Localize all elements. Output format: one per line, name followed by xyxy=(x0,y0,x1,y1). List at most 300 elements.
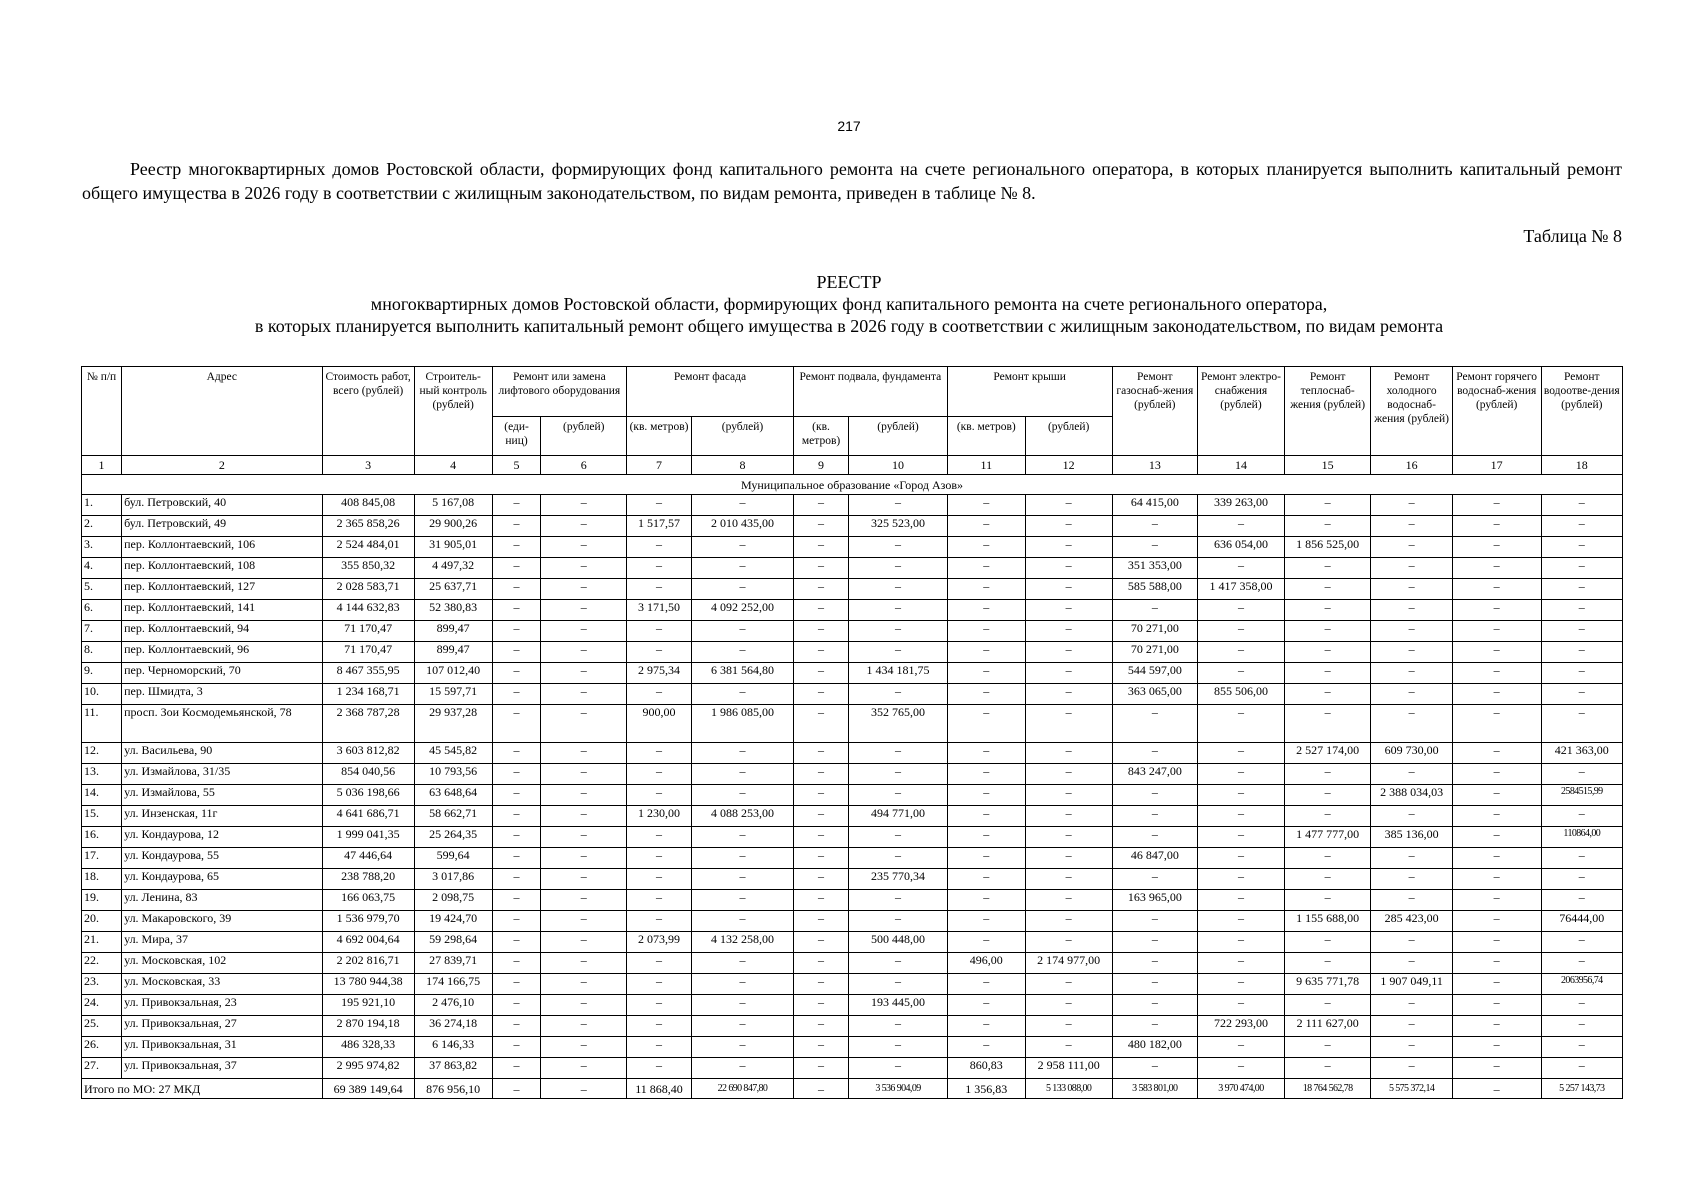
column-number: 10 xyxy=(849,456,948,475)
value-cell: 2 010 435,00 xyxy=(692,516,794,537)
table-row xyxy=(82,764,1623,785)
value-cell: – xyxy=(627,953,692,974)
address-cell: ул. Измайлова, 55 xyxy=(122,785,322,806)
value-cell: – xyxy=(692,1037,794,1058)
value-cell: 899,47 xyxy=(414,621,492,642)
value-cell: – xyxy=(1541,995,1622,1016)
value-cell: – xyxy=(1284,890,1371,911)
value-cell: – xyxy=(1198,911,1285,932)
row-number: 6. xyxy=(82,600,122,621)
table-row xyxy=(82,537,1623,558)
total-value-cell: 22 690 847,80 xyxy=(692,1079,794,1099)
address-cell: бул. Петровский, 40 xyxy=(122,495,322,516)
value-cell: – xyxy=(1112,911,1198,932)
value-cell: 63 648,64 xyxy=(414,785,492,806)
value-cell: 1 477 777,00 xyxy=(1284,827,1371,848)
value-cell: – xyxy=(1452,579,1541,600)
value-cell: – xyxy=(1541,663,1622,684)
value-cell: – xyxy=(692,764,794,785)
value-cell: 3 603 812,82 xyxy=(322,743,414,764)
value-cell: 1 434 181,75 xyxy=(849,663,948,684)
registry-title-line3: в которых планируется выполнить капитальный ремонт общего имущества в 2026 году в соответствии с жилищным законодательством, по видам ремонта xyxy=(254,316,1444,336)
row-number: 11. xyxy=(82,705,122,743)
value-cell: – xyxy=(947,495,1025,516)
value-cell: – xyxy=(492,995,541,1016)
value-cell: – xyxy=(541,1016,627,1037)
value-cell: 3 171,50 xyxy=(627,600,692,621)
address-cell: ул. Инзенская, 11г xyxy=(122,806,322,827)
row-number: 23. xyxy=(82,974,122,995)
total-value-cell: 3 970 474,00 xyxy=(1198,1079,1285,1099)
value-cell: – xyxy=(849,785,948,806)
value-cell: – xyxy=(692,890,794,911)
col-header-facade: Ремонт фасада xyxy=(627,367,794,417)
value-cell: – xyxy=(947,600,1025,621)
value-cell: 2 476,10 xyxy=(414,995,492,1016)
value-cell: 76444,00 xyxy=(1541,911,1622,932)
row-number: 15. xyxy=(82,806,122,827)
col-header-elevator: Ремонт или замена лифтового оборудования xyxy=(492,367,626,417)
row-number: 14. xyxy=(82,785,122,806)
value-cell: – xyxy=(1452,663,1541,684)
value-cell: – xyxy=(947,579,1025,600)
value-cell: – xyxy=(793,1016,848,1037)
value-cell: – xyxy=(1284,806,1371,827)
address-cell: ул. Кондаурова, 12 xyxy=(122,827,322,848)
value-cell: – xyxy=(793,1037,848,1058)
registry-title-line1: РЕЕСТР xyxy=(816,272,882,292)
table-row xyxy=(82,890,1623,911)
value-cell: – xyxy=(692,911,794,932)
value-cell: – xyxy=(1541,558,1622,579)
registry-title xyxy=(0,271,1698,337)
value-cell: – xyxy=(627,537,692,558)
value-cell: 1 986 085,00 xyxy=(692,705,794,743)
value-cell: 59 298,64 xyxy=(414,932,492,953)
value-cell: – xyxy=(1541,495,1622,516)
address-cell: ул. Васильева, 90 xyxy=(122,743,322,764)
value-cell: 544 597,00 xyxy=(1112,663,1198,684)
value-cell: – xyxy=(1025,827,1112,848)
value-cell: 900,00 xyxy=(627,705,692,743)
value-cell: – xyxy=(1198,1058,1285,1079)
value-cell: – xyxy=(1025,890,1112,911)
value-cell: – xyxy=(541,764,627,785)
value-cell: – xyxy=(492,827,541,848)
value-cell: – xyxy=(793,537,848,558)
value-cell: – xyxy=(1025,743,1112,764)
address-cell: ул. Кондаурова, 55 xyxy=(122,848,322,869)
value-cell: – xyxy=(692,827,794,848)
value-cell: 6 146,33 xyxy=(414,1037,492,1058)
value-cell: – xyxy=(1112,869,1198,890)
total-value-cell: – xyxy=(1452,1079,1541,1099)
value-cell: – xyxy=(1541,869,1622,890)
value-cell: 37 863,82 xyxy=(414,1058,492,1079)
value-cell: – xyxy=(492,705,541,743)
value-cell: – xyxy=(1025,1016,1112,1037)
value-cell: – xyxy=(947,806,1025,827)
value-cell: – xyxy=(1371,890,1452,911)
value-cell: – xyxy=(1541,932,1622,953)
value-cell: 4 641 686,71 xyxy=(322,806,414,827)
value-cell: – xyxy=(849,642,948,663)
table-row xyxy=(82,974,1623,995)
value-cell: 2 527 174,00 xyxy=(1284,743,1371,764)
value-cell: – xyxy=(1025,848,1112,869)
row-number: 1. xyxy=(82,495,122,516)
value-cell: – xyxy=(1541,890,1622,911)
total-row xyxy=(82,1079,1623,1099)
table-row xyxy=(82,495,1623,516)
table-row xyxy=(82,642,1623,663)
value-cell: 4 132 258,00 xyxy=(692,932,794,953)
address-cell: бул. Петровский, 49 xyxy=(122,516,322,537)
value-cell: – xyxy=(1541,600,1622,621)
value-cell: – xyxy=(849,743,948,764)
table-row xyxy=(82,1037,1623,1058)
value-cell: – xyxy=(692,743,794,764)
value-cell: – xyxy=(541,911,627,932)
value-cell: 352 765,00 xyxy=(849,705,948,743)
value-cell: 496,00 xyxy=(947,953,1025,974)
value-cell: – xyxy=(1452,806,1541,827)
value-cell: 71 170,47 xyxy=(322,621,414,642)
value-cell: – xyxy=(1371,558,1452,579)
value-cell: – xyxy=(1112,974,1198,995)
value-cell: – xyxy=(1371,537,1452,558)
value-cell: 855 506,00 xyxy=(1198,684,1285,705)
value-cell: – xyxy=(1198,827,1285,848)
column-number: 11 xyxy=(947,456,1025,475)
row-number: 7. xyxy=(82,621,122,642)
address-cell: пер. Коллонтаевский, 141 xyxy=(122,600,322,621)
value-cell: – xyxy=(492,953,541,974)
value-cell: 25 264,35 xyxy=(414,827,492,848)
value-cell: – xyxy=(1025,558,1112,579)
column-number: 5 xyxy=(492,456,541,475)
value-cell: – xyxy=(692,869,794,890)
value-cell: – xyxy=(947,642,1025,663)
value-cell: – xyxy=(541,495,627,516)
value-cell: – xyxy=(1112,932,1198,953)
value-cell: 2584515,99 xyxy=(1541,785,1622,806)
address-cell: ул. Мира, 37 xyxy=(122,932,322,953)
col-header-heat: Ремонт теплоснаб-жения (рублей) xyxy=(1284,367,1371,456)
value-cell: 843 247,00 xyxy=(1112,764,1198,785)
value-cell: – xyxy=(1371,684,1452,705)
total-value-cell: 3 536 904,09 xyxy=(849,1079,948,1099)
value-cell: – xyxy=(627,495,692,516)
value-cell: – xyxy=(692,495,794,516)
value-cell: 2 958 111,00 xyxy=(1025,1058,1112,1079)
table-row xyxy=(82,516,1623,537)
value-cell: – xyxy=(541,743,627,764)
value-cell: – xyxy=(793,827,848,848)
total-value-cell: 18 764 562,78 xyxy=(1284,1079,1371,1099)
value-cell: – xyxy=(1112,743,1198,764)
col-header-num: № п/п xyxy=(82,367,122,456)
value-cell: – xyxy=(1198,974,1285,995)
value-cell: – xyxy=(1025,764,1112,785)
value-cell: – xyxy=(849,911,948,932)
subheader-rub: (рублей) xyxy=(1025,417,1112,456)
column-number: 1 xyxy=(82,456,122,475)
value-cell: – xyxy=(492,911,541,932)
value-cell: – xyxy=(947,663,1025,684)
row-number: 13. xyxy=(82,764,122,785)
address-cell: ул. Привокзальная, 23 xyxy=(122,995,322,1016)
value-cell: – xyxy=(692,974,794,995)
value-cell: – xyxy=(492,642,541,663)
value-cell: 27 839,71 xyxy=(414,953,492,974)
value-cell: 174 166,75 xyxy=(414,974,492,995)
row-number: 9. xyxy=(82,663,122,684)
value-cell: – xyxy=(1452,516,1541,537)
value-cell: – xyxy=(1284,684,1371,705)
value-cell: 4 144 632,83 xyxy=(322,600,414,621)
value-cell: 2 995 974,82 xyxy=(322,1058,414,1079)
value-cell: 1 907 049,11 xyxy=(1371,974,1452,995)
value-cell: 2 098,75 xyxy=(414,890,492,911)
row-number: 22. xyxy=(82,953,122,974)
value-cell: 486 328,33 xyxy=(322,1037,414,1058)
value-cell: – xyxy=(793,764,848,785)
address-cell: пер. Коллонтаевский, 127 xyxy=(122,579,322,600)
value-cell: – xyxy=(541,579,627,600)
value-cell: – xyxy=(793,890,848,911)
value-cell: – xyxy=(1541,537,1622,558)
value-cell: – xyxy=(793,911,848,932)
total-value-cell: 3 583 801,00 xyxy=(1112,1079,1198,1099)
value-cell: – xyxy=(692,621,794,642)
value-cell: – xyxy=(849,848,948,869)
value-cell: – xyxy=(1541,705,1622,743)
col-header-cold-water: Ремонт холодного водоснаб-жения (рублей) xyxy=(1371,367,1452,456)
value-cell: – xyxy=(849,1016,948,1037)
value-cell: – xyxy=(1284,953,1371,974)
value-cell: – xyxy=(1112,827,1198,848)
row-number: 26. xyxy=(82,1037,122,1058)
value-cell: – xyxy=(692,579,794,600)
registry-body xyxy=(82,475,1623,1099)
value-cell: 52 380,83 xyxy=(414,600,492,621)
value-cell: – xyxy=(692,537,794,558)
value-cell: 609 730,00 xyxy=(1371,743,1452,764)
value-cell: – xyxy=(1284,663,1371,684)
subheader-rub: (рублей) xyxy=(541,417,627,456)
value-cell: – xyxy=(1371,764,1452,785)
col-header-total-cost: Стоимость работ, всего (рублей) xyxy=(322,367,414,456)
value-cell: 19 424,70 xyxy=(414,911,492,932)
value-cell: – xyxy=(793,495,848,516)
value-cell: 1 517,57 xyxy=(627,516,692,537)
value-cell: 1 536 979,70 xyxy=(322,911,414,932)
row-number: 8. xyxy=(82,642,122,663)
value-cell: – xyxy=(1198,953,1285,974)
value-cell: – xyxy=(692,1058,794,1079)
row-number: 10. xyxy=(82,684,122,705)
value-cell: – xyxy=(1541,642,1622,663)
table-row xyxy=(82,621,1623,642)
value-cell: – xyxy=(627,974,692,995)
address-cell: ул. Московская, 33 xyxy=(122,974,322,995)
value-cell: – xyxy=(947,621,1025,642)
value-cell: 45 545,82 xyxy=(414,743,492,764)
value-cell: – xyxy=(1452,558,1541,579)
value-cell: 2 975,34 xyxy=(627,663,692,684)
value-cell: – xyxy=(1198,621,1285,642)
value-cell: – xyxy=(627,579,692,600)
value-cell: – xyxy=(627,1037,692,1058)
value-cell: – xyxy=(947,995,1025,1016)
value-cell: – xyxy=(1371,621,1452,642)
value-cell: – xyxy=(947,911,1025,932)
row-number: 20. xyxy=(82,911,122,932)
value-cell: – xyxy=(1198,600,1285,621)
value-cell: – xyxy=(947,974,1025,995)
value-cell: – xyxy=(849,890,948,911)
row-number: 16. xyxy=(82,827,122,848)
value-cell: – xyxy=(793,974,848,995)
value-cell: – xyxy=(541,558,627,579)
value-cell: – xyxy=(1452,537,1541,558)
value-cell: – xyxy=(1284,621,1371,642)
value-cell: – xyxy=(849,537,948,558)
value-cell: – xyxy=(849,684,948,705)
value-cell: – xyxy=(849,495,948,516)
value-cell: – xyxy=(492,579,541,600)
total-value-cell: 1 356,83 xyxy=(947,1079,1025,1099)
value-cell: – xyxy=(793,516,848,537)
value-cell: – xyxy=(793,869,848,890)
value-cell: – xyxy=(1452,621,1541,642)
value-cell: – xyxy=(1198,995,1285,1016)
value-cell: 2 870 194,18 xyxy=(322,1016,414,1037)
section-title: Муниципальное образование «Город Азов» xyxy=(82,475,1623,495)
table-row xyxy=(82,869,1623,890)
subheader-sqm: (кв. метров) xyxy=(947,417,1025,456)
table-row xyxy=(82,932,1623,953)
value-cell: – xyxy=(849,953,948,974)
value-cell: – xyxy=(1284,516,1371,537)
value-cell: 70 271,00 xyxy=(1112,642,1198,663)
table-row xyxy=(82,558,1623,579)
value-cell: 3 017,86 xyxy=(414,869,492,890)
column-number: 8 xyxy=(692,456,794,475)
value-cell: – xyxy=(1025,495,1112,516)
value-cell: – xyxy=(1025,785,1112,806)
value-cell: 4 088 253,00 xyxy=(692,806,794,827)
value-cell: 2 368 787,28 xyxy=(322,705,414,743)
table-row xyxy=(82,785,1623,806)
value-cell: – xyxy=(1452,995,1541,1016)
value-cell: – xyxy=(1371,953,1452,974)
col-header-gas: Ремонт газоснаб-жения (рублей) xyxy=(1112,367,1198,456)
value-cell: – xyxy=(541,932,627,953)
value-cell: – xyxy=(1025,869,1112,890)
value-cell: – xyxy=(492,684,541,705)
value-cell: – xyxy=(793,848,848,869)
value-cell: – xyxy=(1371,1016,1452,1037)
value-cell: 899,47 xyxy=(414,642,492,663)
value-cell: – xyxy=(541,684,627,705)
value-cell: – xyxy=(849,827,948,848)
value-cell: 585 588,00 xyxy=(1112,579,1198,600)
value-cell: – xyxy=(947,764,1025,785)
value-cell: – xyxy=(1371,995,1452,1016)
value-cell: – xyxy=(793,932,848,953)
value-cell: – xyxy=(1452,705,1541,743)
value-cell: – xyxy=(1371,848,1452,869)
column-number: 12 xyxy=(1025,456,1112,475)
value-cell: 500 448,00 xyxy=(849,932,948,953)
column-number: 6 xyxy=(541,456,627,475)
value-cell: – xyxy=(793,806,848,827)
total-value-cell: 5 133 088,00 xyxy=(1025,1079,1112,1099)
value-cell: – xyxy=(1541,806,1622,827)
value-cell: 4 497,32 xyxy=(414,558,492,579)
registry-title-line2: многоквартирных домов Ростовской области, формирующих фонд капитального ремонта на счете регионального оператора, xyxy=(370,294,1328,314)
value-cell: 285 423,00 xyxy=(1371,911,1452,932)
table-row xyxy=(82,663,1623,684)
value-cell: – xyxy=(1371,663,1452,684)
value-cell: – xyxy=(492,516,541,537)
value-cell: – xyxy=(1452,848,1541,869)
value-cell: – xyxy=(1112,953,1198,974)
intro-paragraph: Реестр многоквартирных домов Ростовской области, формирующих фонд капитального ремонта на счете регионального оператора, в которых планируется выполнить капитальный ремонт общего имущества в 2026 году в соответствии с жилищным законодательством, по видам ремонта, приведен в таблице № 8. xyxy=(82,159,1622,203)
value-cell: 10 793,56 xyxy=(414,764,492,785)
value-cell: – xyxy=(1452,764,1541,785)
value-cell: 325 523,00 xyxy=(849,516,948,537)
value-cell: – xyxy=(692,558,794,579)
subheader-sqm: (кв. метров) xyxy=(793,417,848,456)
value-cell: – xyxy=(1284,495,1371,516)
col-header-basement: Ремонт подвала, фундамента xyxy=(793,367,947,417)
table-row xyxy=(82,600,1623,621)
value-cell: – xyxy=(1284,869,1371,890)
table-row xyxy=(82,1058,1623,1079)
address-cell: ул. Ленина, 83 xyxy=(122,890,322,911)
value-cell: – xyxy=(492,1037,541,1058)
value-cell: – xyxy=(849,764,948,785)
value-cell: 71 170,47 xyxy=(322,642,414,663)
value-cell: – xyxy=(1025,911,1112,932)
value-cell: – xyxy=(849,1037,948,1058)
value-cell: – xyxy=(1112,600,1198,621)
row-number: 21. xyxy=(82,932,122,953)
value-cell: – xyxy=(849,974,948,995)
value-cell: – xyxy=(1541,764,1622,785)
value-cell: 722 293,00 xyxy=(1198,1016,1285,1037)
column-number: 14 xyxy=(1198,456,1285,475)
value-cell: – xyxy=(541,663,627,684)
value-cell: – xyxy=(1025,684,1112,705)
value-cell: – xyxy=(1284,558,1371,579)
table-row xyxy=(82,995,1623,1016)
value-cell: – xyxy=(627,743,692,764)
value-cell: – xyxy=(1112,537,1198,558)
value-cell: – xyxy=(541,974,627,995)
address-cell: пер. Коллонтаевский, 106 xyxy=(122,537,322,558)
address-cell: просп. Зои Космодемьянской, 78 xyxy=(122,705,322,743)
value-cell: – xyxy=(1112,806,1198,827)
value-cell: – xyxy=(793,743,848,764)
total-value-cell: – xyxy=(541,1079,627,1099)
address-cell: пер. Коллонтаевский, 94 xyxy=(122,621,322,642)
row-number: 2. xyxy=(82,516,122,537)
value-cell: – xyxy=(1541,1016,1622,1037)
